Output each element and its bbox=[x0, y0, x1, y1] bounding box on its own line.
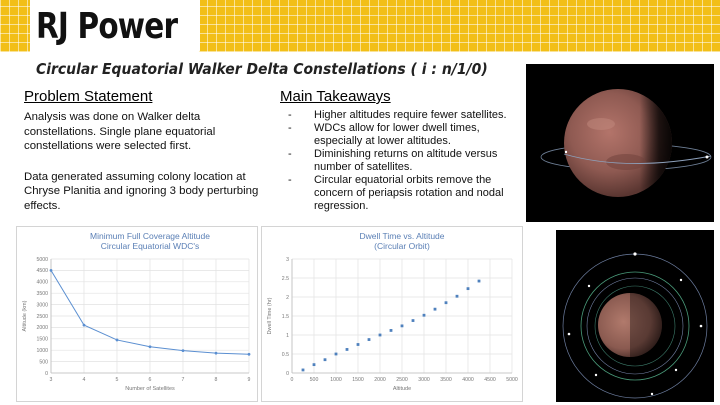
y-tick-label: 2 bbox=[286, 294, 289, 301]
data-point bbox=[379, 334, 382, 337]
x-tick-label: 4500 bbox=[484, 377, 496, 383]
data-point bbox=[368, 338, 371, 341]
data-point bbox=[467, 287, 470, 290]
chart-subtitle: Circular Equatorial WDC's bbox=[100, 241, 200, 251]
data-point bbox=[456, 295, 459, 298]
y-tick-label: 4500 bbox=[36, 268, 48, 275]
y-tick-label: 0 bbox=[45, 370, 48, 377]
mars-orbit-render-top bbox=[556, 230, 714, 402]
y-tick-label: 4000 bbox=[36, 279, 48, 286]
x-tick-label: 4 bbox=[82, 377, 86, 383]
x-tick-label: 9 bbox=[247, 377, 251, 383]
x-tick-label: 7 bbox=[181, 377, 185, 383]
chart-subtitle: (Circular Orbit) bbox=[374, 241, 430, 251]
y-tick-label: 0 bbox=[286, 370, 289, 377]
data-point bbox=[215, 352, 218, 355]
slide-subtitle: Circular Equatorial Walker Delta Constellations ( i : n/1/0) bbox=[36, 60, 488, 78]
y-axis-label: Dwell Time (hr) bbox=[267, 297, 273, 335]
x-tick-label: 5 bbox=[115, 377, 119, 383]
x-tick-label: 1500 bbox=[352, 377, 364, 383]
takeaway-item: - WDCs allow for lower dwell times, especially at lower altitudes. bbox=[288, 122, 480, 147]
data-point bbox=[149, 345, 152, 348]
y-tick-label: 1.5 bbox=[281, 313, 289, 320]
problem-heading: Problem Statement bbox=[24, 88, 153, 105]
mars-orbit-render-side bbox=[526, 64, 714, 222]
y-tick-label: 5000 bbox=[36, 256, 48, 263]
y-tick-label: 1 bbox=[286, 332, 289, 339]
data-point bbox=[412, 319, 415, 322]
y-tick-label: 3 bbox=[286, 256, 289, 263]
data-point bbox=[324, 358, 327, 361]
data-point bbox=[401, 324, 404, 327]
x-tick-label: 2500 bbox=[396, 377, 408, 383]
x-tick-label: 500 bbox=[309, 377, 319, 383]
problem-paragraph-2: Data generated assuming colony location at Chryse Planitia and ignoring 3 body perturbing effects. bbox=[24, 170, 259, 212]
takeaway-item: - Diminishing returns on altitude versus number of satellites. bbox=[288, 148, 498, 173]
data-point bbox=[116, 339, 119, 342]
problem-body bbox=[24, 110, 264, 229]
data-point bbox=[390, 329, 393, 332]
x-tick-label: 5000 bbox=[506, 377, 518, 383]
data-point bbox=[248, 353, 251, 356]
altitude-chart bbox=[16, 226, 258, 402]
x-tick-label: 3500 bbox=[440, 377, 452, 383]
x-tick-label: 0 bbox=[290, 377, 294, 383]
y-tick-label: 2500 bbox=[36, 313, 48, 320]
takeaway-text: WDCs allow for lower dwell times, especially at lower altitudes. bbox=[314, 122, 480, 147]
takeaway-text: Diminishing returns on altitude versus number of satellites. bbox=[314, 148, 498, 173]
takeaways-list bbox=[288, 109, 518, 213]
x-tick-label: 3 bbox=[49, 377, 53, 383]
data-point bbox=[302, 369, 305, 372]
x-tick-label: 6 bbox=[148, 377, 152, 383]
x-tick-label: 2000 bbox=[374, 377, 386, 383]
data-point bbox=[182, 349, 185, 352]
takeaways-heading: Main Takeaways bbox=[280, 88, 391, 105]
x-axis-label: Altitude bbox=[392, 386, 412, 392]
chart-title: Minimum Full Coverage Altitude bbox=[90, 231, 210, 241]
data-point bbox=[423, 314, 426, 317]
mars-orbit-top-image bbox=[556, 230, 714, 402]
dwell-time-chart bbox=[261, 226, 523, 402]
y-tick-label: 2.5 bbox=[281, 275, 289, 282]
y-tick-label: 2000 bbox=[36, 325, 48, 332]
data-point bbox=[83, 324, 86, 327]
brand-title: RJ Power bbox=[36, 6, 178, 47]
y-axis-label: Altitude (km) bbox=[22, 300, 28, 332]
takeaway-text: Circular equatorial orbits remove the concern of periapsis rotation and nodal regression. bbox=[314, 174, 504, 212]
x-tick-label: 8 bbox=[214, 377, 218, 383]
takeaway-item: - Circular equatorial orbits remove the concern of periapsis rotation and nodal regression. bbox=[288, 174, 504, 212]
x-axis-label: Number of Satellites bbox=[125, 386, 175, 392]
data-point bbox=[434, 308, 437, 311]
y-tick-label: 3000 bbox=[36, 302, 48, 309]
y-tick-label: 0.5 bbox=[281, 351, 289, 358]
y-tick-label: 3500 bbox=[36, 291, 48, 297]
data-point bbox=[335, 353, 338, 356]
dwell-time-chart-svg bbox=[262, 227, 524, 403]
data-point bbox=[50, 269, 53, 272]
x-tick-label: 3000 bbox=[418, 377, 430, 383]
x-tick-label: 1000 bbox=[330, 377, 342, 383]
takeaway-item: - Higher altitudes require fewer satellites. bbox=[288, 109, 507, 121]
data-point bbox=[445, 301, 448, 304]
altitude-chart-svg bbox=[17, 227, 259, 403]
x-tick-label: 4000 bbox=[462, 377, 474, 383]
data-point bbox=[478, 280, 481, 283]
chart-title: Dwell Time vs. Altitude bbox=[359, 231, 445, 241]
problem-paragraph-1: Analysis was done on Walker delta constellations. Single plane equatorial constellations were selected first. bbox=[24, 111, 216, 152]
y-tick-label: 1000 bbox=[36, 348, 48, 354]
data-point bbox=[357, 343, 360, 346]
takeaway-text: Higher altitudes require fewer satellites. bbox=[314, 109, 507, 121]
data-point bbox=[346, 348, 349, 351]
y-tick-label: 1500 bbox=[36, 336, 48, 343]
data-point bbox=[313, 363, 316, 366]
y-tick-label: 500 bbox=[39, 359, 48, 366]
mars-orbit-side-image bbox=[526, 64, 714, 222]
